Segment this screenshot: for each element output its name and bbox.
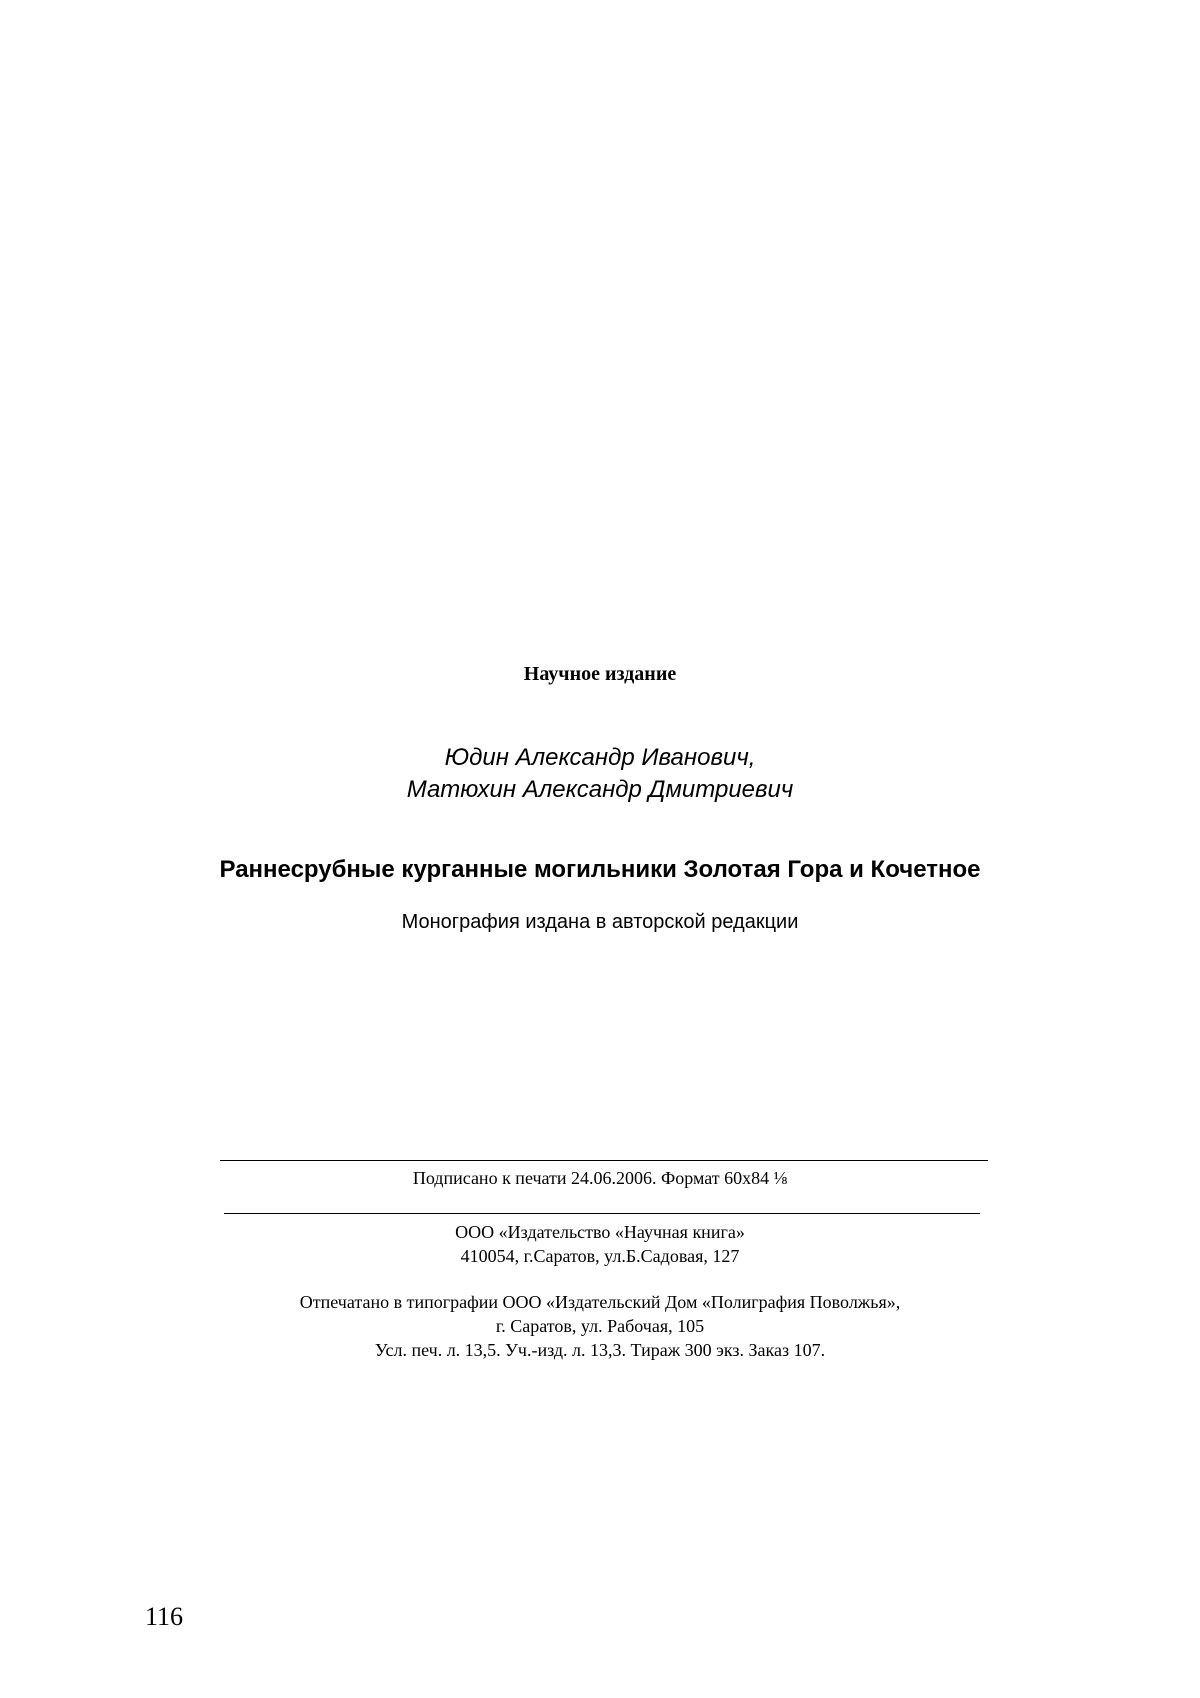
printing-house-address: г. Саратов, ул. Рабочая, 105 [495,1316,705,1336]
edition-type: Научное издание [523,663,677,685]
author-name: Юдин Александр Иванович, [444,744,756,771]
divider-line [220,1160,988,1161]
publisher-address: 410054, г.Саратов, ул.Б.Садовая, 127 [460,1246,740,1266]
authors-block [0,742,1200,806]
divider-line [224,1213,980,1214]
publisher-name: ООО «Издательство «Научная книга» [455,1222,745,1242]
book-subtitle: Монография издана в авторской редакции [401,911,799,933]
print-specifications: Усл. печ. л. 13,5. Уч.-изд. л. 13,3. Тираж 300 экз. Заказ 107. [374,1340,826,1360]
printing-house: Отпечатано в типографии ООО «Издательский Дом «Полиграфия Поволжья», [299,1292,901,1312]
page-number: 116 [145,1602,184,1631]
author-name: Матюхин Александр Дмитриевич [406,776,794,803]
book-title: Раннесрубные курганные могильники Золотая Гора и Кочетное [219,856,981,883]
signed-for-print: Подписано к печати 24.06.2006. Формат 60х84 ⅛ [412,1168,788,1188]
